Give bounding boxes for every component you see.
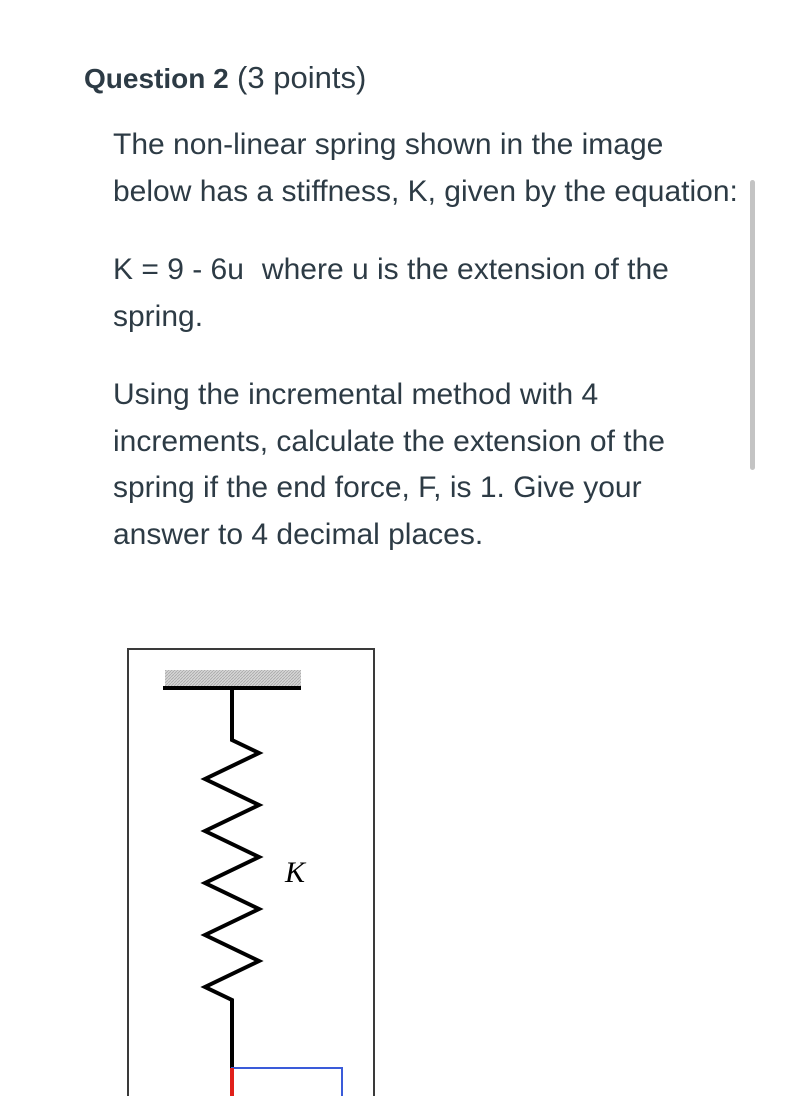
question-header [84,58,366,99]
ground-hatching [165,670,301,688]
scrollbar[interactable] [750,180,755,470]
end-block [232,1068,342,1096]
spring-diagram [129,650,377,1096]
spring-label: K [285,856,306,889]
spring-coil [205,688,259,1075]
question-text-intro: The non-linear spring shown in the image below has a stiffness, K, given by the equation: [113,128,738,208]
question-title: Question 2 [84,63,229,94]
equation-line [113,247,743,340]
equation-note: where u is the extension of the spring. [113,253,669,333]
question-body [113,122,743,590]
spring-figure [127,648,375,1096]
stiffness-equation: K = 9 - 6u [113,253,244,286]
question-text-task: Using the incremental method with 4 increments, calculate the extension of the spring if the end force, F, is 1. Give your answer to 4 decimal places. [113,378,665,551]
question-points: (3 points) [237,60,367,95]
